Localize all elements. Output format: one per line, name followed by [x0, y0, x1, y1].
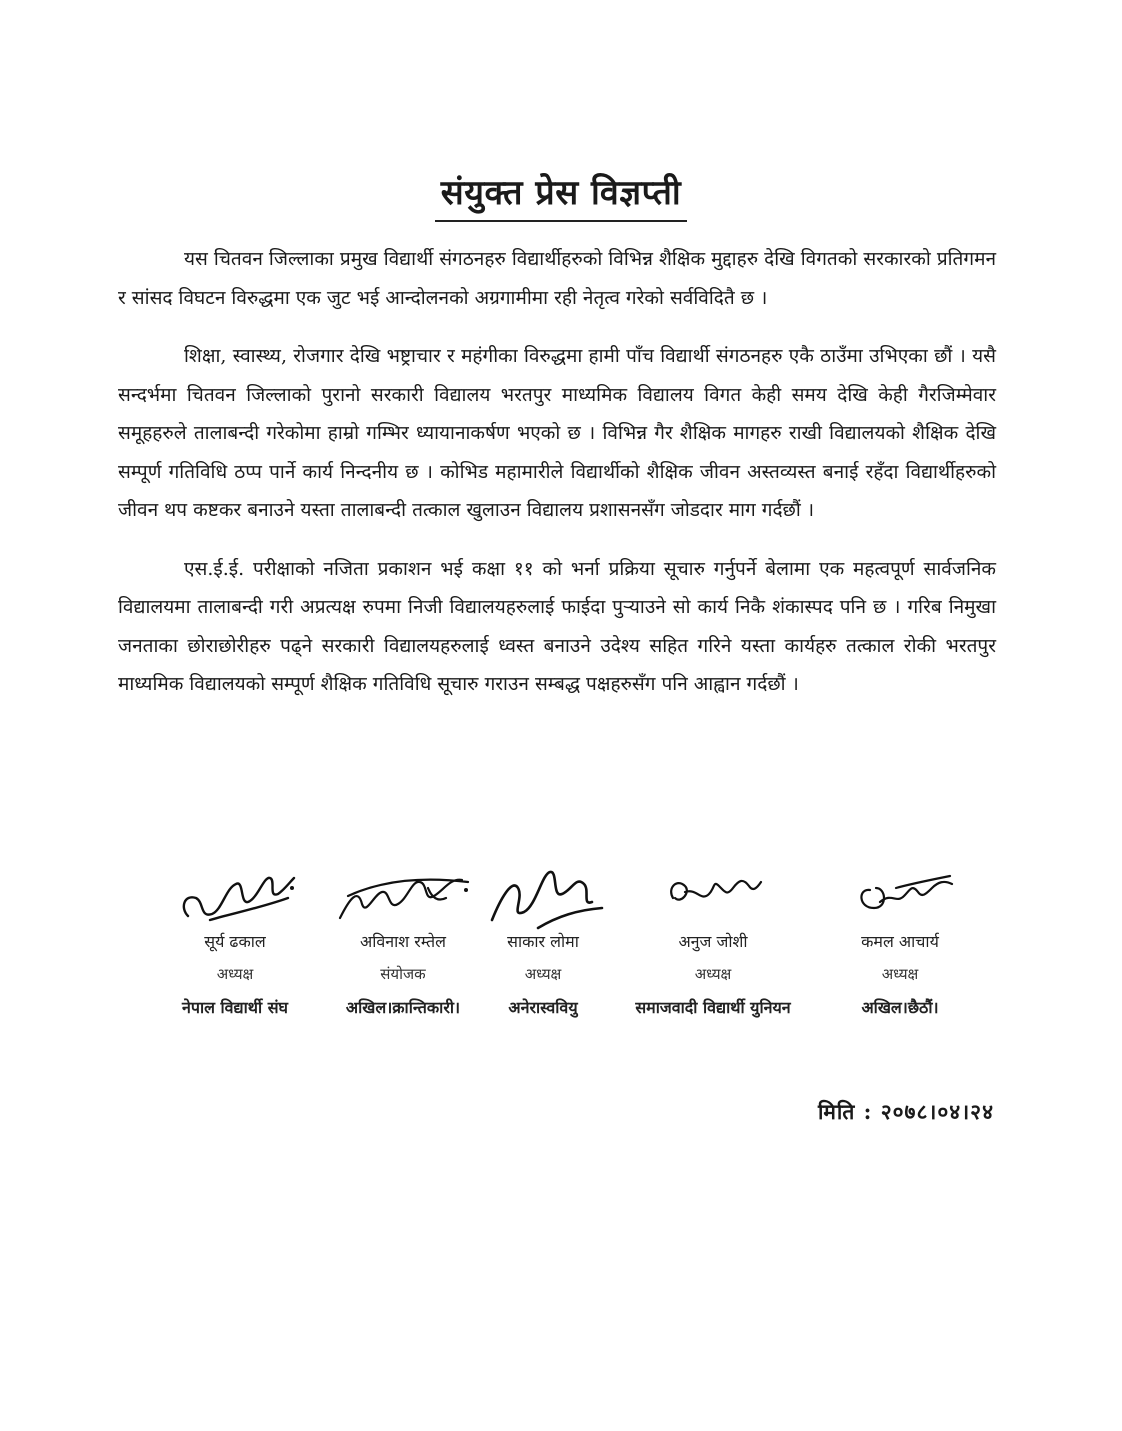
signatory-5-role: अध्यक्ष	[881, 965, 919, 983]
signatory-4-role: अध्यक्ष	[694, 965, 732, 983]
signatory-3-role: अध्यक्ष	[524, 965, 562, 983]
handwritten-signature-3	[478, 858, 608, 936]
handwritten-signature-4	[653, 858, 773, 936]
signatory-2-role: संयोजक	[380, 965, 426, 983]
signatory-5-name: कमल आचार्य	[861, 932, 939, 951]
signatory-3-name: साकार लोमा	[507, 932, 579, 951]
signatory-5	[830, 858, 970, 1018]
paragraph-3: एस.ई.ई. परीक्षाको नजिता प्रकाशन भई कक्षा ११ को भर्ना प्रक्रिया सूचारु गर्नुपर्ने बेलामा एक महत्वपूर्ण सार्वजनिक विद्यालयमा तालाबन्दी गरी अप्रत्यक्ष रुपमा निजी विद्यालयहरुलाई फाईदा पुऱ्याउने सो कार्य निकै शंकास्पद पनि छ । गरिब निमुखा जनताका छोराछोरीहरु पढ्ने सरकारी विद्यालयहरुलाई ध्वस्त बनाउने उदेश्य सहित गरिने यस्ता कार्यहरु तत्काल रोकी भरतपुर माध्यमिक विद्यालयको सम्पूर्ण शैक्षिक गतिविधि सूचारु गराउन सम्बद्ध पक्षहरुसँग पनि आह्वान गर्दछौं ।	[118, 557, 996, 695]
handwritten-signature-1	[170, 858, 300, 936]
signature-block	[150, 858, 990, 1038]
signatory-3-org: अनेरास्ववियु	[508, 998, 578, 1017]
document-date: मिति : २०७८।०४।२४	[817, 1099, 994, 1124]
handwritten-signature-5	[840, 858, 960, 936]
document-title	[0, 168, 1122, 222]
signatory-1-org: नेपाल विद्यार्थी संघ	[181, 998, 288, 1017]
signatory-1-name: सूर्य ढकाल	[204, 932, 266, 951]
signatory-4-org: समाजवादी विद्यार्थी युनियन	[635, 998, 791, 1017]
signatory-2	[318, 858, 488, 1018]
signatory-2-name: अविनाश रम्तेल	[360, 932, 446, 951]
signatory-2-org: अखिल।क्रान्तिकारी।	[345, 998, 461, 1017]
signatory-1	[150, 858, 320, 1018]
signatory-4	[608, 858, 818, 1018]
paragraph-2: शिक्षा, स्वास्थ्य, रोजगार देखि भष्ट्राचार र महंगीका विरुद्धमा हामी पाँच विद्यार्थी संगठनहरु एकै ठाउँमा उभिएका छौं । यसै सन्दर्भमा चितवन जिल्लाको पुरानो सरकारी विद्यालय भरतपुर माध्यमिक विद्यालय विगत केही समय देखि केही गैरजिम्मेवार समूहहरुले तालाबन्दी गरेकोमा हाम्रो गम्भिर ध्यायानाकर्षण भएको छ । विभिन्न गैर शैक्षिक मागहरु राखी विद्यालयको शैक्षिक देखि सम्पूर्ण गतिविधि ठप्प पार्ने कार्य निन्दनीय छ । कोभिड महामारीले विद्यार्थीको शैक्षिक जीवन अस्तव्यस्त बनाई रहँदा विद्यार्थीहरुको जीवन थप कष्टकर बनाउने यस्ता तालाबन्दी तत्काल खुलाउन विद्यालय प्रशासनसँग जोडदार माग गर्दछौं ।	[118, 345, 996, 521]
signatory-5-org: अखिल।छैठौं।	[861, 998, 939, 1017]
signatory-1-role: अध्यक्ष	[216, 965, 254, 983]
signatory-4-name: अनुज जोशी	[678, 932, 748, 951]
document-body	[118, 240, 996, 724]
paragraph-1: यस चितवन जिल्लाका प्रमुख विद्यार्थी संगठनहरु विद्यार्थीहरुको विभिन्न शैक्षिक मुद्दाहरु देखि विगतको सरकारको प्रतिगमन र सांसद विघटन विरुद्धमा एक जुट भई आन्दोलनको अग्रगामीमा रही नेतृत्व गरेको सर्वविदितै छ ।	[118, 248, 996, 309]
signatory-3	[478, 858, 608, 1018]
document-title-text: संयुक्त प्रेस विज्ञप्ती	[435, 168, 687, 222]
handwritten-signature-2	[328, 858, 478, 936]
